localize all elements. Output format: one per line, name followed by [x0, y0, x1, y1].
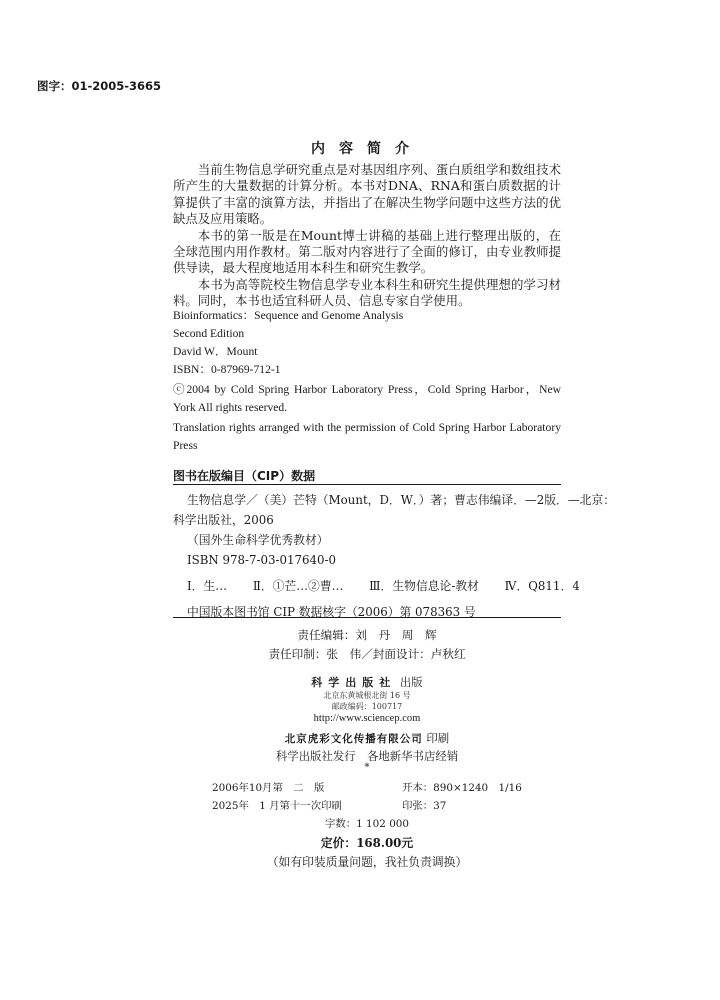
publisher-postcode: 邮政编码：100717 — [331, 702, 403, 711]
cip-line-2: 科学出版社，2006 — [173, 513, 274, 527]
edition-date: 2006年10月第 二 版 — [212, 782, 325, 794]
credit-print-design: 责任印制：张 伟／封面设计：卢秋红 — [268, 647, 466, 661]
english-info — [173, 307, 561, 455]
cip-classification — [173, 576, 580, 596]
edition-word-count: 字数：1 102 000 — [324, 818, 410, 830]
cip-series: （国外生命科学优秀教材） — [187, 533, 329, 547]
printer-block — [173, 730, 561, 765]
summary-body — [173, 162, 561, 310]
cip-core-number: 中国版本图书馆 CIP 数据核字（2006）第 078363 号 — [187, 605, 476, 619]
english-edition: Second Edition — [173, 327, 245, 340]
summary-paragraph: 当前生物信息学研究重点是对基因组序列、蛋白质组学和数组技术所产生的大量数据的计算分析。本书对DNA、RNA和蛋白质数据的计算提供了丰富的演算方法，并指出了在解决生物学问题中这些方法的优缺点及应用策略。 — [173, 162, 561, 227]
english-translation-rights: Translation rights arranged with the permission of Cold Spring Harbor Laboratory Press — [173, 421, 561, 452]
english-isbn: ISBN：0-87969-712-1 — [173, 363, 281, 376]
cip-isbn: ISBN 978-7-03-017640-0 — [187, 553, 336, 567]
publisher-address: 北京东黄城根北街 16 号 — [323, 691, 411, 700]
cip-class-2: Ⅱ．①芒…②曹… — [252, 579, 344, 593]
cip-line-1: 生物信息学／（美）芒特（Mount，D．W．）著；曹志伟编译．—2版．—北京： — [187, 493, 616, 507]
edition-row-1 — [173, 779, 561, 797]
cip-title: 图书在版编目（CIP）数据 — [173, 469, 316, 483]
separator-star: * — [364, 762, 370, 773]
english-author: David W．Mount — [173, 345, 258, 358]
edition-info — [173, 779, 561, 833]
publisher-url: http://www.sciencep.com — [313, 713, 421, 724]
summary-title: 内容简介 — [311, 141, 423, 157]
english-title: Bioinformatics：Sequence and Genome Analysis — [173, 309, 404, 322]
summary-paragraph: 本书的第一版是在Mount博士讲稿的基础上进行整理出版的，在全球范围内用作教材。第二版对内容进行了全面的修订，由专业教师提供导读，最大程度地适用本科生和研究生教学。 — [173, 227, 561, 276]
price: 定价：168.00元 — [320, 836, 414, 850]
edition-format: 开本：890×1240 1/16 — [402, 782, 522, 794]
edition-row-2 — [173, 797, 561, 815]
quality-notice: （如有印装质量问题，我社负责调换） — [266, 855, 468, 869]
cip-bottom-rule — [173, 617, 561, 618]
cip-class-4: Ⅳ．Q811．4 — [504, 579, 580, 593]
contract-number: 图字：01-2005-3665 — [37, 79, 162, 93]
printer-suffix: 印刷 — [426, 731, 450, 745]
cip-block — [173, 490, 616, 622]
credit-editor: 责任编辑：刘 丹 周 辉 — [297, 628, 437, 642]
credits — [173, 626, 561, 664]
cip-class-3: Ⅲ．生物信息论-教材 — [369, 579, 479, 593]
printer-line — [173, 730, 561, 748]
english-copyright: ⓒ2004 by Cold Spring Harbor Laboratory Press，Cold Spring Harbor，New York All rights reserved. — [173, 383, 561, 414]
publisher-line — [173, 675, 561, 690]
cip-class-1: Ⅰ．生… — [187, 579, 228, 593]
publisher-suffix: 出版 — [399, 675, 423, 689]
summary-paragraph: 本书为高等院校生物信息学专业本科生和研究生提供理想的学习材料。同时，本书也适宜科研人员、信息专家自学使用。 — [173, 276, 561, 309]
cip-top-rule — [173, 484, 561, 485]
edition-sheets: 印张：37 — [402, 800, 447, 812]
edition-printing: 2025年 1 月第十一次印刷 — [212, 800, 342, 812]
distribution: 科学出版社发行 各地新华书店经销 — [275, 749, 459, 763]
publisher-name: 科学出版社 — [311, 676, 397, 689]
printer-name: 北京虎彩文化传播有限公司 — [284, 733, 423, 745]
publisher-block — [173, 675, 561, 726]
